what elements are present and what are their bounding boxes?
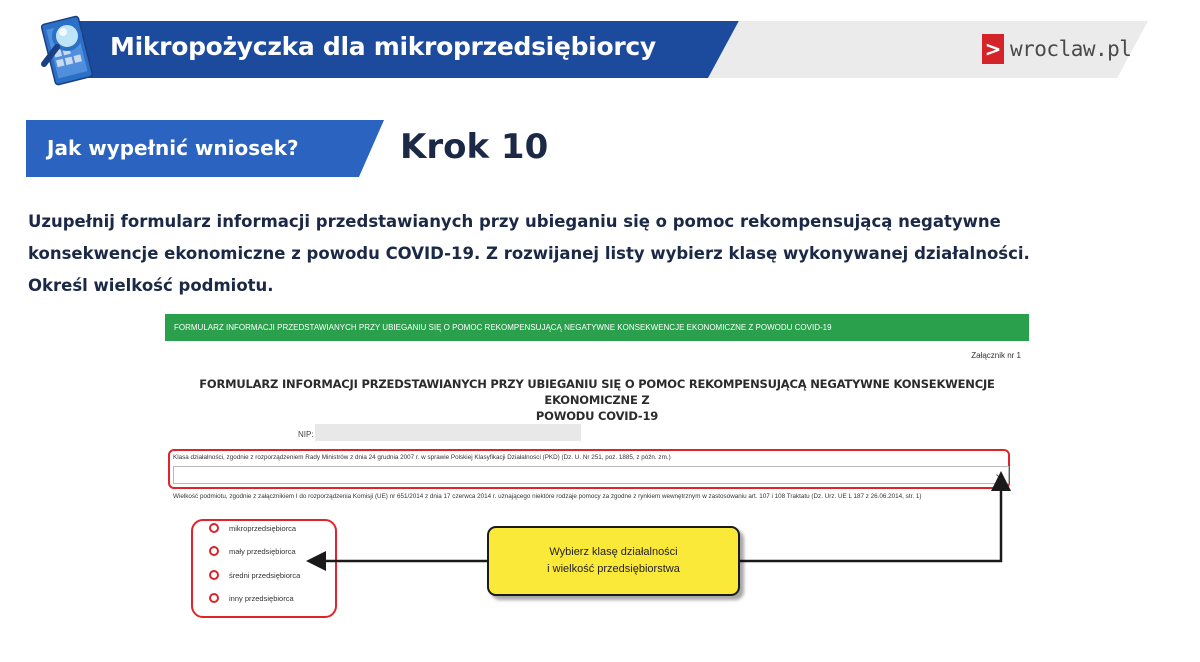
document-magnifier-icon (36, 6, 94, 96)
callout-box (487, 526, 740, 596)
instructions-line: Określ wielkość podmiotu. (28, 276, 274, 295)
header-title: Mikropożyczka dla mikroprzedsiębiorcy (110, 32, 656, 61)
company-size-label: Wielkość podmiotu, zgodnie z załącznikiem I do rozporządzenia Komisji (UE) nr 651/2014 z dnia 17 czerwca 2014 r. uznającego niektóre rodzaje pomocy za zgodne z rynkiem wewnętrznym w zastosowaniu art. 107 i 108 Traktatu (Dz. Urz. UE L 187 z 26.06.2014, str. 1) (173, 493, 922, 500)
attachment-label: Załącznik nr 1 (971, 351, 1021, 360)
callout-line: i wielkość przedsiębiorstwa (547, 563, 680, 575)
chevron-down-icon[interactable]: ⌄ (994, 468, 1004, 480)
nip-label: NIP: (298, 430, 314, 439)
form-screenshot (165, 314, 1029, 620)
radio-label: mały przedsiębiorca (229, 546, 296, 556)
form-title-line: FORMULARZ INFORMACJI PRZEDSTAWIANYCH PRZY UBIEGANIU SIĘ O POMOC REKOMPENSUJĄCĄ NEGATYWNE KONSEKWENCJE EKONOMICZNE Z (199, 377, 995, 407)
callout-line: Wybierz klasę działalności (549, 546, 678, 558)
radio-label: mikroprzedsiębiorca (229, 523, 297, 533)
radio-label: inny przedsiębiorca (229, 593, 294, 603)
instructions (28, 206, 1178, 302)
brand-arrow-icon: > (982, 34, 1004, 64)
radio-label: średni przedsiębiorca (229, 570, 301, 580)
step-number: Krok 10 (400, 127, 549, 167)
form-title-line: POWODU COVID-19 (535, 409, 659, 423)
brand-text: wroclaw.pl (1010, 37, 1132, 61)
form-header-bar: FORMULARZ INFORMACJI PRZEDSTAWIANYCH PRZY UBIEGANIU SIĘ O POMOC REKOMPENSUJĄCĄ NEGATYWNE KONSEKWENCJE EKONOMICZNE Z POWODU COVID-19 (165, 314, 1029, 341)
step-label: Jak wypełnić wniosek? (47, 136, 299, 160)
instructions-line: Uzupełnij formularz informacji przedstawianych przy ubieganiu się o pomoc rekompensującą negatywne (28, 212, 1001, 231)
pkd-label: Klasa działalności, zgodnie z rozporządzeniem Rady Ministrów z dnia 24 grudnia 2007 r. w sprawie Polskiej Klasyfikacji Działalności (PKD) (Dz. U. Nr 251, poz. 1885, z późn. zm.) (173, 454, 671, 461)
instructions-line: konsekwencje ekonomiczne z powodu COVID-19. Z rozwijanej listy wybierz klasę wykonywanej działalności. (28, 244, 1030, 263)
brand-logo[interactable] (982, 34, 1131, 64)
